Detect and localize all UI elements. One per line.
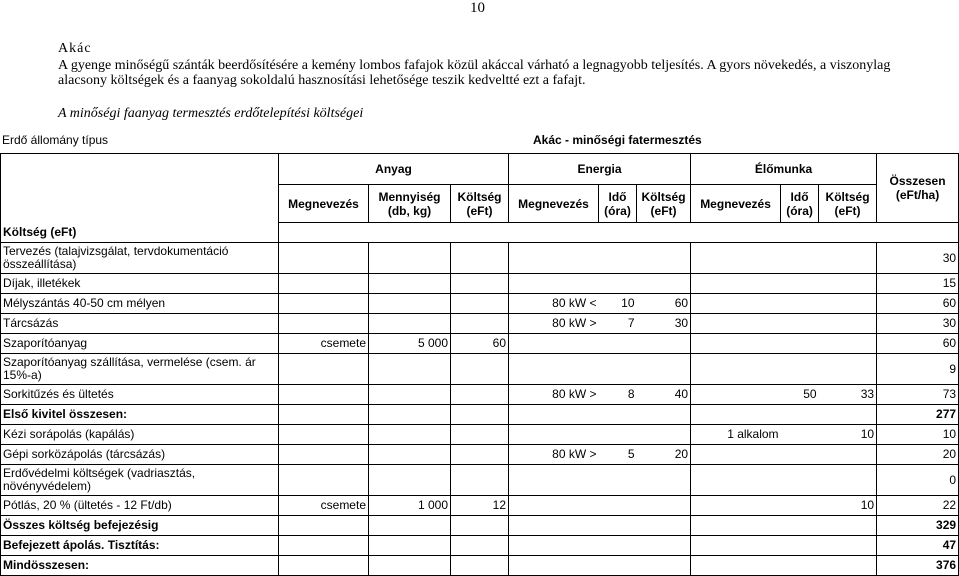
anyag-mennyiseg xyxy=(369,516,451,536)
col-l-ido: Idő (óra) xyxy=(781,185,819,223)
energia-ido xyxy=(599,465,637,496)
anyag-mennyiseg: 1 000 xyxy=(369,496,451,516)
koltseg-label: Költség (eFt) xyxy=(1,223,279,243)
osszesen: 20 xyxy=(877,445,959,465)
energia-koltseg xyxy=(637,243,691,274)
energia-megnevezes xyxy=(509,334,599,354)
energia-megnevezes: 80 kW < xyxy=(509,294,599,314)
elomunka-koltseg xyxy=(819,516,877,536)
elomunka-megnevezes: 1 alkalom xyxy=(691,425,781,445)
osszesen: 277 xyxy=(877,405,959,425)
elomunka-megnevezes xyxy=(691,556,781,576)
energia-megnevezes: 80 kW > xyxy=(509,445,599,465)
energia-megnevezes xyxy=(509,405,599,425)
table-row xyxy=(1,385,959,405)
osszesen: 0 xyxy=(877,465,959,496)
row-label: Befejezett ápolás. Tisztítás: xyxy=(1,536,279,556)
elomunka-koltseg xyxy=(819,354,877,385)
anyag-megnevezes xyxy=(279,405,369,425)
main-header: Akác - minőségi fatermesztés xyxy=(533,133,702,147)
elomunka-ido xyxy=(781,496,819,516)
anyag-mennyiseg xyxy=(369,354,451,385)
osszesen: 10 xyxy=(877,425,959,445)
energia-ido xyxy=(599,405,637,425)
elomunka-ido xyxy=(781,294,819,314)
anyag-koltseg xyxy=(451,274,509,294)
anyag-mennyiseg xyxy=(369,465,451,496)
type-label: Erdő állomány típus xyxy=(2,133,109,147)
energia-koltseg xyxy=(637,405,691,425)
elomunka-megnevezes xyxy=(691,334,781,354)
anyag-mennyiseg xyxy=(369,243,451,274)
anyag-mennyiseg xyxy=(369,445,451,465)
elomunka-megnevezes xyxy=(691,385,781,405)
energia-ido xyxy=(599,556,637,576)
row-label: Kézi sorápolás (kapálás) xyxy=(1,425,279,445)
energia-megnevezes xyxy=(509,536,599,556)
table-row xyxy=(1,556,959,576)
elomunka-megnevezes xyxy=(691,445,781,465)
energia-ido xyxy=(599,425,637,445)
energia-ido xyxy=(599,516,637,536)
anyag-koltseg xyxy=(451,243,509,274)
elomunka-ido xyxy=(781,334,819,354)
row-label: Tárcsázás xyxy=(1,314,279,334)
osszesen: 30 xyxy=(877,314,959,334)
elomunka-koltseg xyxy=(819,243,877,274)
energia-koltseg: 20 xyxy=(637,445,691,465)
elomunka-koltseg xyxy=(819,536,877,556)
energia-koltseg: 40 xyxy=(637,385,691,405)
elomunka-megnevezes xyxy=(691,354,781,385)
group-elomunka: Élőmunka xyxy=(691,154,877,185)
anyag-koltseg xyxy=(451,314,509,334)
col-e-koltseg: Költség (eFt) xyxy=(637,185,691,223)
anyag-megnevezes xyxy=(279,445,369,465)
table-row xyxy=(1,516,959,536)
anyag-mennyiseg xyxy=(369,405,451,425)
elomunka-ido xyxy=(781,425,819,445)
energia-ido xyxy=(599,274,637,294)
anyag-koltseg xyxy=(451,556,509,576)
anyag-megnevezes: csemete xyxy=(279,496,369,516)
osszesen: 73 xyxy=(877,385,959,405)
elomunka-megnevezes xyxy=(691,405,781,425)
elomunka-ido xyxy=(781,445,819,465)
osszesen: 329 xyxy=(877,516,959,536)
energia-koltseg xyxy=(637,536,691,556)
energia-ido: 7 xyxy=(599,314,637,334)
table-row xyxy=(1,334,959,354)
row-label: Szaporítóanyag szállítása, vermelése (csem. ár 15%-a) xyxy=(1,354,279,385)
elomunka-ido xyxy=(781,405,819,425)
table-row xyxy=(1,465,959,496)
elomunka-ido xyxy=(781,314,819,334)
energia-megnevezes xyxy=(509,465,599,496)
col-l-megnevezes: Megnevezés xyxy=(691,185,781,223)
row-label: Sorkitűzés és ültetés xyxy=(1,385,279,405)
group-energia: Energia xyxy=(509,154,691,185)
energia-megnevezes xyxy=(509,516,599,536)
energia-koltseg xyxy=(637,496,691,516)
anyag-koltseg: 12 xyxy=(451,496,509,516)
anyag-koltseg xyxy=(451,465,509,496)
energia-ido xyxy=(599,334,637,354)
anyag-megnevezes xyxy=(279,516,369,536)
table-row xyxy=(1,536,959,556)
table-row xyxy=(1,243,959,274)
elomunka-megnevezes xyxy=(691,536,781,556)
energia-megnevezes xyxy=(509,425,599,445)
group-osszesen: Összesen (eFt/ha) xyxy=(877,154,959,223)
anyag-koltseg xyxy=(451,445,509,465)
energia-ido xyxy=(599,243,637,274)
anyag-mennyiseg: 5 000 xyxy=(369,334,451,354)
energia-koltseg xyxy=(637,516,691,536)
elomunka-ido xyxy=(781,465,819,496)
row-label: Gépi sorközápolás (tárcsázás) xyxy=(1,445,279,465)
elomunka-ido xyxy=(781,536,819,556)
anyag-mennyiseg xyxy=(369,425,451,445)
table-row xyxy=(1,314,959,334)
table-row xyxy=(1,445,959,465)
row-label: Összes költség befejezésig xyxy=(1,516,279,536)
energia-koltseg xyxy=(637,425,691,445)
anyag-koltseg xyxy=(451,536,509,556)
anyag-megnevezes xyxy=(279,385,369,405)
osszesen: 9 xyxy=(877,354,959,385)
elomunka-koltseg xyxy=(819,405,877,425)
anyag-mennyiseg xyxy=(369,274,451,294)
page-number: 10 xyxy=(470,0,485,16)
elomunka-megnevezes xyxy=(691,496,781,516)
row-label: Pótlás, 20 % (ültetés - 12 Ft/db) xyxy=(1,496,279,516)
elomunka-megnevezes xyxy=(691,243,781,274)
anyag-koltseg xyxy=(451,294,509,314)
table-row xyxy=(1,354,959,385)
cost-table xyxy=(0,153,959,576)
energia-megnevezes: 80 kW > xyxy=(509,385,599,405)
elomunka-ido xyxy=(781,556,819,576)
energia-megnevezes: 80 kW > xyxy=(509,314,599,334)
energia-koltseg: 30 xyxy=(637,314,691,334)
anyag-koltseg xyxy=(451,405,509,425)
intro-paragraph: A gyenge minőségű szánták beerdősítésére a kemény lombos fafajok közül akáccal várható a legnagyobb teljesítés. A gyors növekedés, a viszonylag alacsony költségek és a faanyag sokoldalú hasznosítási lehetősége teszik kedveltté ezt a fafajt. xyxy=(58,58,891,88)
elomunka-megnevezes xyxy=(691,274,781,294)
col-a-megnevezes: Megnevezés xyxy=(279,185,369,223)
elomunka-koltseg xyxy=(819,445,877,465)
elomunka-koltseg xyxy=(819,334,877,354)
energia-koltseg: 60 xyxy=(637,294,691,314)
empty-spacer xyxy=(279,223,959,243)
table-row xyxy=(1,274,959,294)
energia-megnevezes xyxy=(509,556,599,576)
energia-koltseg xyxy=(637,354,691,385)
osszesen: 30 xyxy=(877,243,959,274)
anyag-mennyiseg xyxy=(369,294,451,314)
anyag-koltseg xyxy=(451,425,509,445)
anyag-mennyiseg xyxy=(369,556,451,576)
anyag-koltseg: 60 xyxy=(451,334,509,354)
energia-koltseg xyxy=(637,465,691,496)
energia-megnevezes xyxy=(509,274,599,294)
energia-ido xyxy=(599,354,637,385)
col-a-koltseg: Költség (eFt) xyxy=(451,185,509,223)
elomunka-ido xyxy=(781,354,819,385)
row-label: Szaporítóanyag xyxy=(1,334,279,354)
anyag-megnevezes xyxy=(279,465,369,496)
anyag-megnevezes xyxy=(279,354,369,385)
anyag-koltseg xyxy=(451,354,509,385)
energia-megnevezes xyxy=(509,243,599,274)
table-row xyxy=(1,405,959,425)
anyag-mennyiseg xyxy=(369,385,451,405)
energia-megnevezes xyxy=(509,354,599,385)
elomunka-koltseg xyxy=(819,274,877,294)
elomunka-koltseg xyxy=(819,465,877,496)
energia-ido: 10 xyxy=(599,294,637,314)
energia-ido xyxy=(599,536,637,556)
anyag-megnevezes xyxy=(279,314,369,334)
elomunka-koltseg: 10 xyxy=(819,496,877,516)
elomunka-ido xyxy=(781,243,819,274)
col-e-ido: Idő (óra) xyxy=(599,185,637,223)
anyag-mennyiseg xyxy=(369,314,451,334)
energia-ido: 8 xyxy=(599,385,637,405)
energia-koltseg xyxy=(637,274,691,294)
table-row xyxy=(1,294,959,314)
energia-ido xyxy=(599,496,637,516)
table-row xyxy=(1,425,959,445)
energia-ido: 5 xyxy=(599,445,637,465)
osszesen: 22 xyxy=(877,496,959,516)
anyag-megnevezes xyxy=(279,274,369,294)
elomunka-koltseg: 33 xyxy=(819,385,877,405)
anyag-megnevezes xyxy=(279,536,369,556)
row-label: Tervezés (talajvizsgálat, tervdokumentáció összeállítása) xyxy=(1,243,279,274)
anyag-megnevezes xyxy=(279,243,369,274)
anyag-megnevezes xyxy=(279,556,369,576)
anyag-mennyiseg xyxy=(369,536,451,556)
group-anyag: Anyag xyxy=(279,154,509,185)
elomunka-megnevezes xyxy=(691,516,781,536)
col-e-megnevezes: Megnevezés xyxy=(509,185,599,223)
col-l-koltseg: Költség (eFt) xyxy=(819,185,877,223)
elomunka-megnevezes xyxy=(691,314,781,334)
section-title: Akác xyxy=(58,41,92,56)
row-label: Mindösszesen: xyxy=(1,556,279,576)
elomunka-koltseg xyxy=(819,294,877,314)
elomunka-ido: 50 xyxy=(781,385,819,405)
osszesen: 15 xyxy=(877,274,959,294)
anyag-koltseg xyxy=(451,516,509,536)
energia-koltseg xyxy=(637,334,691,354)
energia-megnevezes xyxy=(509,496,599,516)
elomunka-koltseg: 10 xyxy=(819,425,877,445)
anyag-megnevezes: csemete xyxy=(279,334,369,354)
row-label: Mélyszántás 40-50 cm mélyen xyxy=(1,294,279,314)
blank-header-cell xyxy=(1,154,279,223)
table-subtitle: A minőségi faanyag termesztés erdőtelepítési költségei xyxy=(58,106,364,121)
anyag-koltseg xyxy=(451,385,509,405)
row-label: Díjak, illetékek xyxy=(1,274,279,294)
anyag-megnevezes xyxy=(279,294,369,314)
elomunka-koltseg xyxy=(819,556,877,576)
osszesen: 60 xyxy=(877,294,959,314)
osszesen: 376 xyxy=(877,556,959,576)
table-row xyxy=(1,496,959,516)
row-label: Erdővédelmi költségek (vadriasztás, növényvédelem) xyxy=(1,465,279,496)
elomunka-megnevezes xyxy=(691,294,781,314)
osszesen: 60 xyxy=(877,334,959,354)
energia-koltseg xyxy=(637,556,691,576)
anyag-megnevezes xyxy=(279,425,369,445)
row-label: Első kivitel összesen: xyxy=(1,405,279,425)
col-a-mennyiseg: Mennyiség (db, kg) xyxy=(369,185,451,223)
elomunka-koltseg xyxy=(819,314,877,334)
elomunka-ido xyxy=(781,516,819,536)
osszesen: 47 xyxy=(877,536,959,556)
elomunka-megnevezes xyxy=(691,465,781,496)
elomunka-ido xyxy=(781,274,819,294)
